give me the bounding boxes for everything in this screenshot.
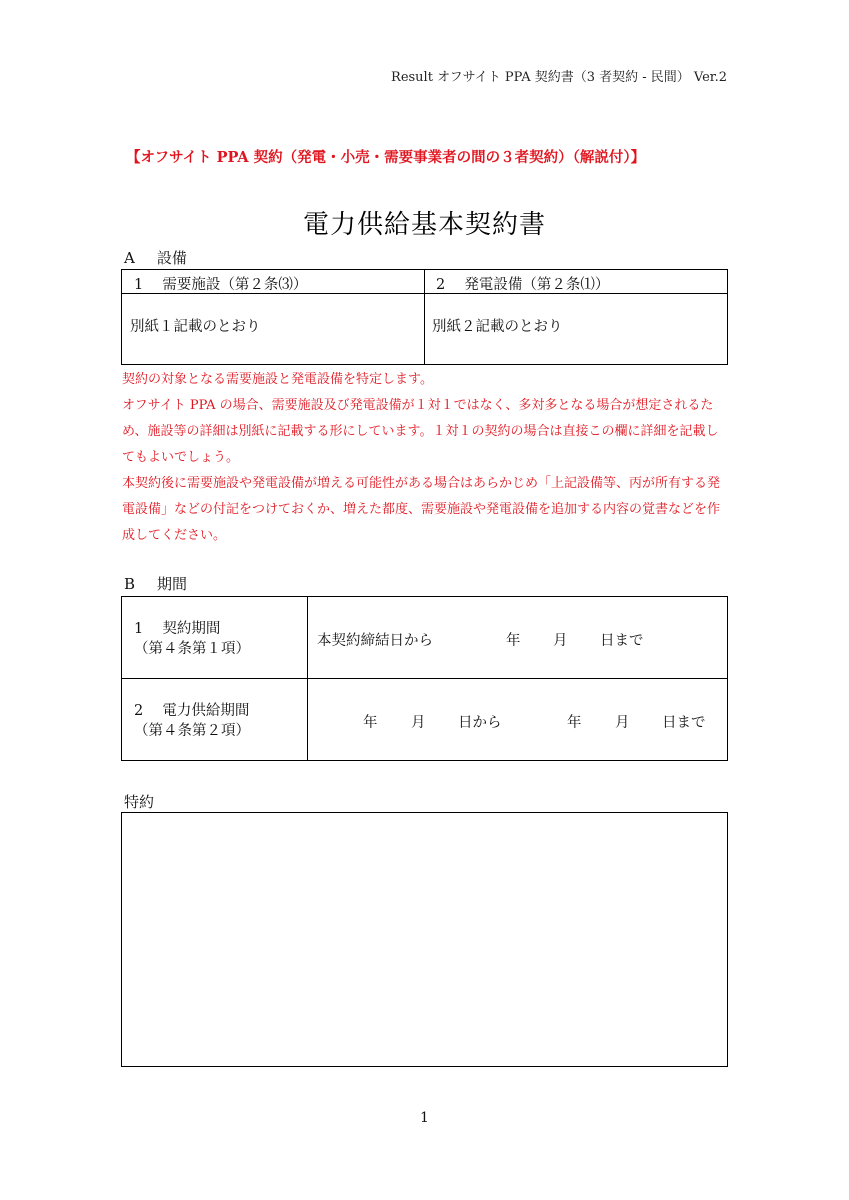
- supply-start-year: 年: [363, 715, 378, 731]
- note-paragraph: 本契約後に需要施設や発電設備が増える可能性がある場合はあらかじめ「上記設備等、丙が所有する発電設備」などの付記をつけておくか、増えた都度、需要施設や発電設備を追加する内容の覚書などを作成してください。: [122, 476, 721, 543]
- section-a-heading: [124, 247, 187, 268]
- note-paragraph: オフサイト PPA の場合、需要施設及び発電設備が１対１ではなく、多対多となる場合が想定されるため、施設等の詳細は別紙に記載する形にしています。１対１の契約の場合は直接この欄に詳細を記載してもよいでしょう。: [122, 398, 719, 465]
- special-terms-box[interactable]: [121, 812, 728, 1067]
- section-b-letter: B: [124, 575, 136, 593]
- section-a-label: 設備: [156, 249, 187, 267]
- explanation-note: [122, 367, 730, 549]
- note-paragraph: 契約の対象となる需要施設と発電設備を特定します。: [122, 372, 433, 387]
- supply-start-month: 月: [411, 715, 426, 731]
- contract-period-day: 日まで: [600, 633, 644, 649]
- section-b-heading: [124, 573, 187, 594]
- generation-equipment-header: 2 発電設備（第２条⑴）: [436, 277, 610, 293]
- supply-end-year: 年: [567, 715, 582, 731]
- section-a-letter: A: [124, 249, 135, 267]
- document-subtitle: 【オフサイト PPA 契約（発電・小売・需要事業者の間の３者契約）（解説付）】: [126, 149, 646, 166]
- supply-start-day: 日から: [458, 715, 502, 731]
- document-header: Result オフサイト PPA 契約書（3 者契約 - 民間） Ver.2: [391, 70, 727, 85]
- supply-end-day: 日まで: [662, 715, 706, 731]
- supply-period-label: 2 電力供給期間 （第４条第２項）: [134, 703, 250, 739]
- contract-period-year: 年: [506, 633, 521, 649]
- period-table: [121, 596, 728, 761]
- contract-period-month: 月: [553, 633, 568, 649]
- page-number: 1: [420, 1110, 429, 1126]
- demand-facility-value: 別紙１記載のとおり: [130, 319, 261, 335]
- contract-period-label: 1 契約期間 （第４条第１項）: [134, 621, 250, 657]
- contract-period-prefix: 本契約締結日から: [317, 633, 433, 649]
- section-b-label: 期間: [157, 575, 188, 593]
- special-terms-heading: 特約: [124, 793, 155, 811]
- page-title: 電力供給基本契約書: [302, 210, 546, 240]
- generation-equipment-value: 別紙２記載のとおり: [432, 319, 563, 335]
- equipment-table: [121, 269, 728, 365]
- supply-end-month: 月: [615, 715, 630, 731]
- demand-facility-header: 1 需要施設（第２条⑶）: [134, 277, 308, 293]
